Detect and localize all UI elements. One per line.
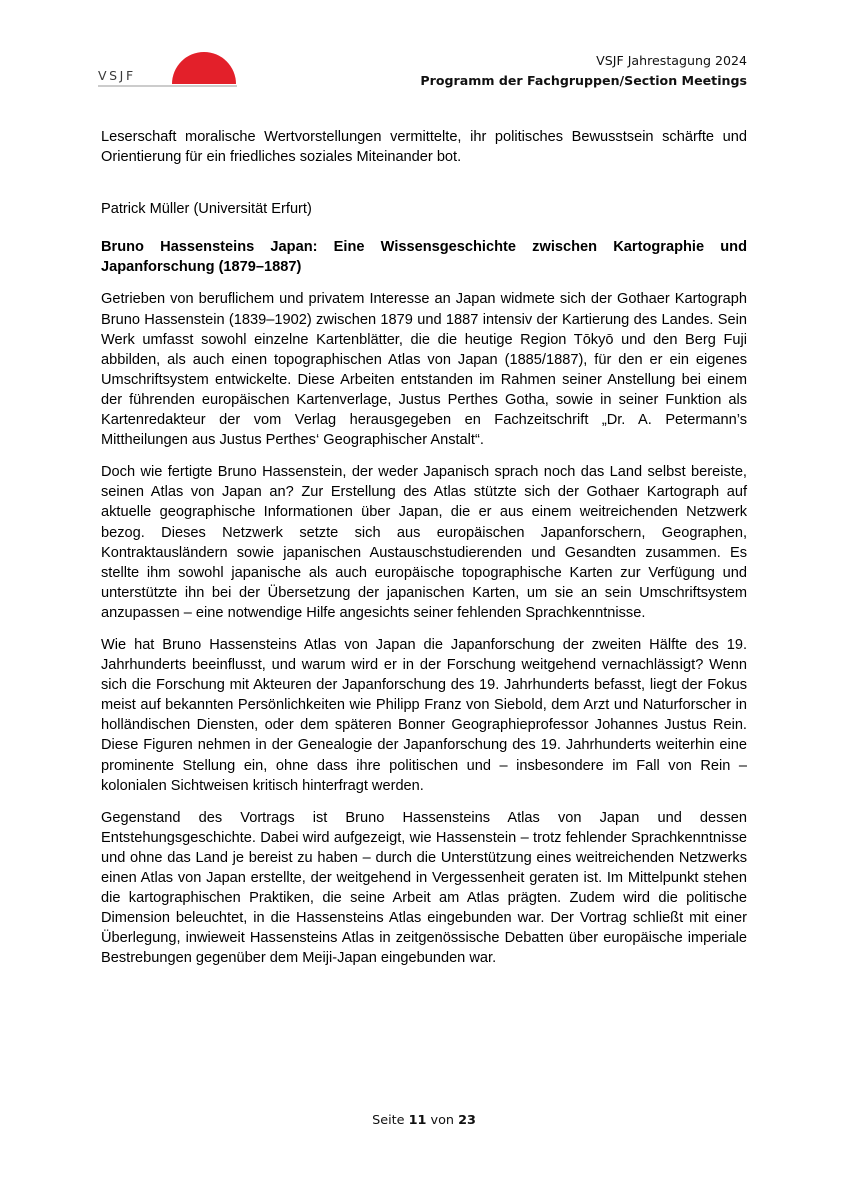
abstract-paragraph-4: Gegenstand des Vortrags ist Bruno Hassensteins Atlas von Japan und dessen Entstehungsgeschichte. Dabei wird aufgezeigt, wie Hassenstein – trotz fehlender Sprachkenntnisse und ohne das Land je bereist zu haben – durch die Unterstützung eines weitreichenden Netzwerks einen Atlas von Japan erstellte, der weitgehend in Vergessenheit geraten ist. Im Mittelpunkt stehen die kartographischen Praktiken, die seine Arbeit am Atlas prägten. Zudem wird die politische Dimension beleuchtet, in die Hassensteins Atlas eingebunden war. Der Vortrag schließt mit einer Überlegung, inwieweit Hassensteins Atlas in zeitgenössische Debatten über europäische imperiale Bestrebungen gegenüber dem Meiji-Japan eingebunden war. xyxy=(101,809,747,967)
conference-title: VSJF Jahrestagung 2024 xyxy=(596,53,747,68)
logo-text: VSJF xyxy=(98,68,136,83)
lead-paragraph: Leserschaft moralische Wertvorstellungen vermittelte, ihr politisches Bewusstsein schärfte und Orientierung für ein friedliches soziales Miteinander bot. xyxy=(101,129,747,166)
current-page-number: 11 xyxy=(408,1113,427,1128)
page-footer xyxy=(0,1113,848,1128)
logo-sun xyxy=(172,52,236,84)
vsjf-logo xyxy=(98,34,240,90)
page-of-label: von xyxy=(430,1113,455,1128)
page-header xyxy=(420,51,747,91)
document-body xyxy=(101,127,747,980)
abstract-paragraph-2: Doch wie fertigte Bruno Hassenstein, der weder Japanisch sprach noch das Land selbst bereiste, seinen Atlas von Japan an? Zur Erstellung des Atlas stützte sich der Gothaer Kartograph auf aktuelle geographische Informationen über Japan, die er aus einem weitreichenden Netzwerk bezog. Dieses Netzwerk setzte sich aus europäischen Japanforschern, Geographen, Kontraktausländern sowie japanischen Austauschstudierenden und Gesandten zusammen. Es stellte ihm sowohl japanische als auch europäische topographische Karten zur Verfügung und unterstützte ihn bei der Übersetzung der japanischen Karten, um sie an sein Umschriftsystem anzupassen – eine notwendige Hilfe angesichts seiner fehlenden Sprachkenntnisse. xyxy=(101,464,747,621)
abstract-paragraph-3: Wie hat Bruno Hassensteins Atlas von Japan die Japanforschung der zweiten Hälfte des 19. Jahrhunderts beeinflusst, und warum wird er in der Forschung weitgehend vernachlässigt? Wenn sich die Forschung mit Akteuren der Japanforschung des 19. Jahrhunderts befasst, liegt der Fokus meist auf bekannten Persönlichkeiten wie Philipp Franz von Siebold, dem Arzt und Naturforscher in holländischen Diensten, oder dem späteren Bonner Geographieprofessor Johannes Justus Rein. Diese Figuren nehmen in der Genealogie der Japanforschung des 19. Jahrhunderts weiterhin eine prominente Stellung ein, ohne dass ihre politischen und – insbesondere im Fall von Rein – kolonialen Sichtweisen kritisch hinterfragt werden. xyxy=(101,636,747,794)
speaker-affiliation: Patrick Müller (Universität Erfurt) xyxy=(101,201,312,218)
abstract-paragraph-1: Getrieben von beruflichem und privatem Interesse an Japan widmete sich der Gothaer Kartograph Bruno Hassenstein (1839–1902) zwischen 1879 und 1887 intensiv der Kartierung des Landes. Sein Werk umfasst sowohl einzelne Kartenblätter, die die heutige Region Tōkyō und den Berg Fuji abbilden, als auch einen topographischen Atlas von Japan (1885/1887), für den er ein eigenes Umschriftsystem entwickelte. Diese Arbeiten entstanden im Rahmen seiner Anstellung bei einem der führenden europäischen Kartenverlage, Justus Perthes Gotha, sowie in seiner Funktion als Kartenredakteur der vom Verlag herausgegeben en Fachzeitschrift „Dr. A. Petermann’s Mittheilungen aus Justus Perthes‘ Geographischer Anstalt“. xyxy=(101,291,747,449)
page-label: Seite xyxy=(372,1113,405,1128)
total-pages-number: 23 xyxy=(458,1113,476,1128)
talk-title: Bruno Hassensteins Japan: Eine Wissensgeschichte zwischen Kartographie und Japanforschung (1879–1887) xyxy=(101,239,747,276)
program-title: Programm der Fachgruppen/Section Meetings xyxy=(420,73,747,88)
